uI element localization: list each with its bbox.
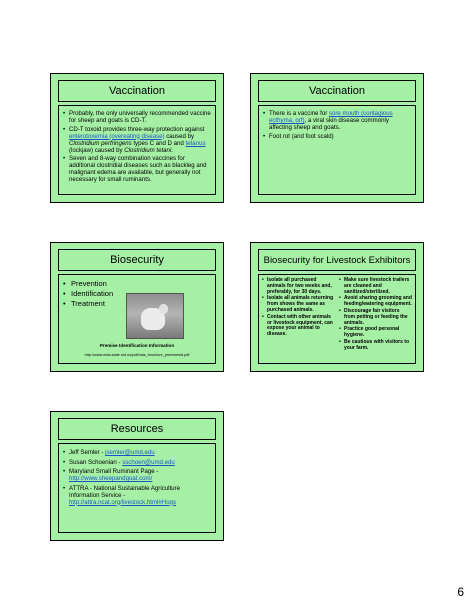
slide-title	[258, 249, 416, 271]
bullet-text: Jeff Semler -	[69, 449, 106, 456]
bullet-text: There is a vaccine for	[269, 110, 329, 117]
left-bullet-list	[262, 278, 335, 353]
bullet-item	[262, 315, 335, 338]
bullet-text: (lockjaw) caused by	[69, 146, 125, 154]
bullet-item	[339, 327, 412, 339]
bullet-text: Make sure livestock trailers are cleaned and sanitized/sterilized.	[344, 277, 410, 295]
bullet-text: Be cautious with visitors to your farm.	[344, 338, 410, 351]
slide-title-text: Resources	[110, 423, 164, 435]
slide-biosecurity-exhibitors	[250, 242, 424, 372]
slide-resources	[50, 411, 224, 541]
slide-title-text: Vaccination	[108, 85, 166, 97]
slide-body	[58, 105, 216, 195]
slide-body	[58, 443, 216, 533]
bullet-text: Discourage fair visitors from petting or feeding the animals.	[344, 307, 408, 326]
photo-caption: Premise Identification Information	[99, 343, 175, 348]
bullet-item	[263, 110, 411, 131]
slide-title	[258, 80, 416, 102]
bullet-text: Susan Schoenian -	[69, 458, 123, 466]
link-sheepandgoat[interactable]: http://www.sheepandgoat.com/	[69, 475, 153, 482]
bullet-item	[63, 459, 211, 466]
bullet-text: Identification	[71, 289, 114, 298]
bullet-list	[263, 110, 411, 140]
bullet-text: Seven and 8-way combination vaccines for additional clostridial diseases such as blackleg and malignant edema are available, but generally not necessary for small ruminants.	[69, 155, 207, 183]
bullet-item	[63, 126, 211, 154]
bullet-item	[63, 110, 211, 124]
bullet-item	[339, 309, 412, 326]
link-tetanus[interactable]: tetanus	[185, 139, 206, 147]
sheep-photo	[126, 293, 184, 339]
bullet-item	[262, 278, 335, 295]
bullet-text: Contact with other animals or livestock equipment, can expose your animal to disease.	[267, 313, 333, 338]
premise-id-url[interactable]: http://www.mda.state.md.us/pdf/nais_brochure_premisesid.pdf	[84, 353, 190, 357]
bullet-text: Prevention	[71, 279, 107, 288]
slide-title-text: Vaccination	[308, 85, 366, 97]
bullet-item	[63, 485, 211, 506]
bullet-text: Isolate all animals returning from shows the same as purchased animals.	[267, 295, 334, 313]
bullet-list	[63, 449, 211, 506]
bullet-item	[63, 155, 211, 183]
bullet-text: Isolate all purchased animals for two weeks and, preferably, for 30 days.	[267, 277, 332, 295]
bullet-text: Probably, the only universally recommended vaccine for sheep and goats is CD-T.	[69, 110, 211, 124]
email-link-semler[interactable]: jsemler@umd.edu	[105, 449, 155, 456]
link-enterotoxemia[interactable]: enterotoxemia (overeating disease)	[69, 132, 165, 140]
bullet-text: Practice good personal hygiene.	[344, 326, 400, 339]
slide-title	[58, 80, 216, 102]
link-attra[interactable]: http://attra.ncat.org/livestock.html#Hogs	[69, 498, 177, 506]
bullet-text: Maryland Small Ruminant Page -	[69, 468, 159, 475]
bullet-item	[339, 296, 412, 308]
bullet-text: .	[171, 146, 173, 154]
bullet-item	[262, 296, 335, 313]
bullet-text: caused by	[164, 132, 195, 140]
bullet-item	[63, 279, 211, 289]
slide-body	[58, 274, 216, 364]
sheep-head	[159, 304, 168, 314]
bullet-text: ATTRA - National Sustainable Agriculture Information Service -	[69, 484, 180, 499]
species-name: Clostridium tetani	[124, 146, 172, 154]
slide-title	[58, 249, 216, 271]
slide-body	[258, 105, 416, 195]
bullet-item	[339, 340, 412, 352]
email-link-schoenian[interactable]: sschoen@umd.edu	[122, 458, 175, 466]
bullet-text: Treatment	[71, 299, 105, 308]
bullet-text: , a viral skin disease commonly affecting sheep and goats.	[269, 117, 389, 131]
link-sore-mouth[interactable]: sore mouth (contagious ecthyma, orf)	[269, 110, 393, 124]
slide-title-text: Biosecurity for Livestock Exhibitors	[263, 254, 411, 266]
two-column-list	[262, 278, 412, 353]
bullet-item	[339, 278, 412, 295]
bullet-text: Foot rot (and foot scald)	[269, 132, 334, 140]
species-name: Clostridium perfringens	[69, 139, 132, 147]
bullet-text: CD-T toxoid provides three-way protection against	[69, 125, 205, 133]
page-number: 6	[457, 585, 464, 599]
slide-title-text: Biosecurity	[110, 254, 164, 266]
right-bullet-list	[339, 278, 412, 353]
slide-title	[58, 418, 216, 440]
slide-vaccination-2	[250, 73, 424, 203]
bullet-text: Avoid sharing grooming and feeding/watering equipment.	[344, 295, 412, 308]
bullet-list	[63, 110, 211, 183]
bullet-item	[63, 449, 211, 456]
slide-biosecurity	[50, 242, 224, 372]
bullet-item	[63, 468, 211, 482]
bullet-item	[263, 133, 411, 140]
bullet-text: types C and D and	[131, 139, 186, 147]
slide-vaccination-1	[50, 73, 224, 203]
slide-body	[258, 274, 416, 364]
